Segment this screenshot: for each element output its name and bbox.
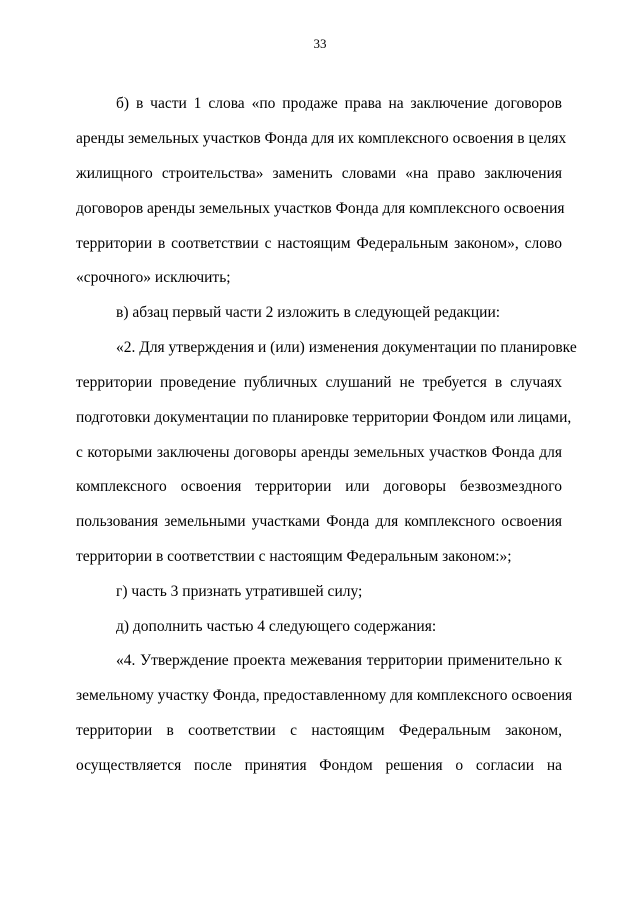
text-line: аренды земельных участков Фонда для их комплексного освоения в целях: [76, 130, 567, 147]
text-line: в) абзац первый части 2 изложить в следующей редакции:: [116, 304, 501, 321]
text-line: «срочного» исключить;: [76, 269, 231, 286]
text-line: земельному участку Фонда, предоставленному для комплексного освоения: [76, 687, 573, 704]
text-line: осуществляется после принятия Фондом решения о согласии на: [76, 757, 562, 774]
text-line: комплексного освоения территории или договоры безвозмездного: [76, 478, 562, 495]
text-line: д) дополнить частью 4 следующего содержания:: [116, 618, 437, 635]
text-line: с которыми заключены договоры аренды земельных участков Фонда для: [76, 444, 562, 461]
page-number: 33: [313, 36, 327, 51]
text-line: территории проведение публичных слушаний не требуется в случаях: [76, 374, 562, 391]
text-line: территории в соответствии с настоящим Федеральным законом:»;: [76, 548, 512, 565]
text-line: жилищного строительства» заменить словами «на право заключения: [76, 165, 562, 182]
text-line: г) часть 3 признать утратившей силу;: [116, 583, 363, 600]
text-line: б) в части 1 слова «по продаже права на заключение договоров: [116, 95, 562, 112]
text-line: договоров аренды земельных участков Фонда для комплексного освоения: [76, 200, 565, 217]
text-line: территории в соответствии с настоящим Федеральным законом», слово: [76, 235, 562, 252]
text-line: пользования земельными участками Фонда для комплексного освоения: [76, 513, 562, 530]
text-line: «4. Утверждение проекта межевания территории применительно к: [116, 652, 562, 669]
text-line: территории в соответствии с настоящим Федеральным законом,: [76, 722, 562, 739]
text-line: подготовки документации по планировке территории Фондом или лицами,: [76, 409, 572, 426]
text-line: «2. Для утверждения и (или) изменения документации по планировке: [116, 339, 577, 356]
